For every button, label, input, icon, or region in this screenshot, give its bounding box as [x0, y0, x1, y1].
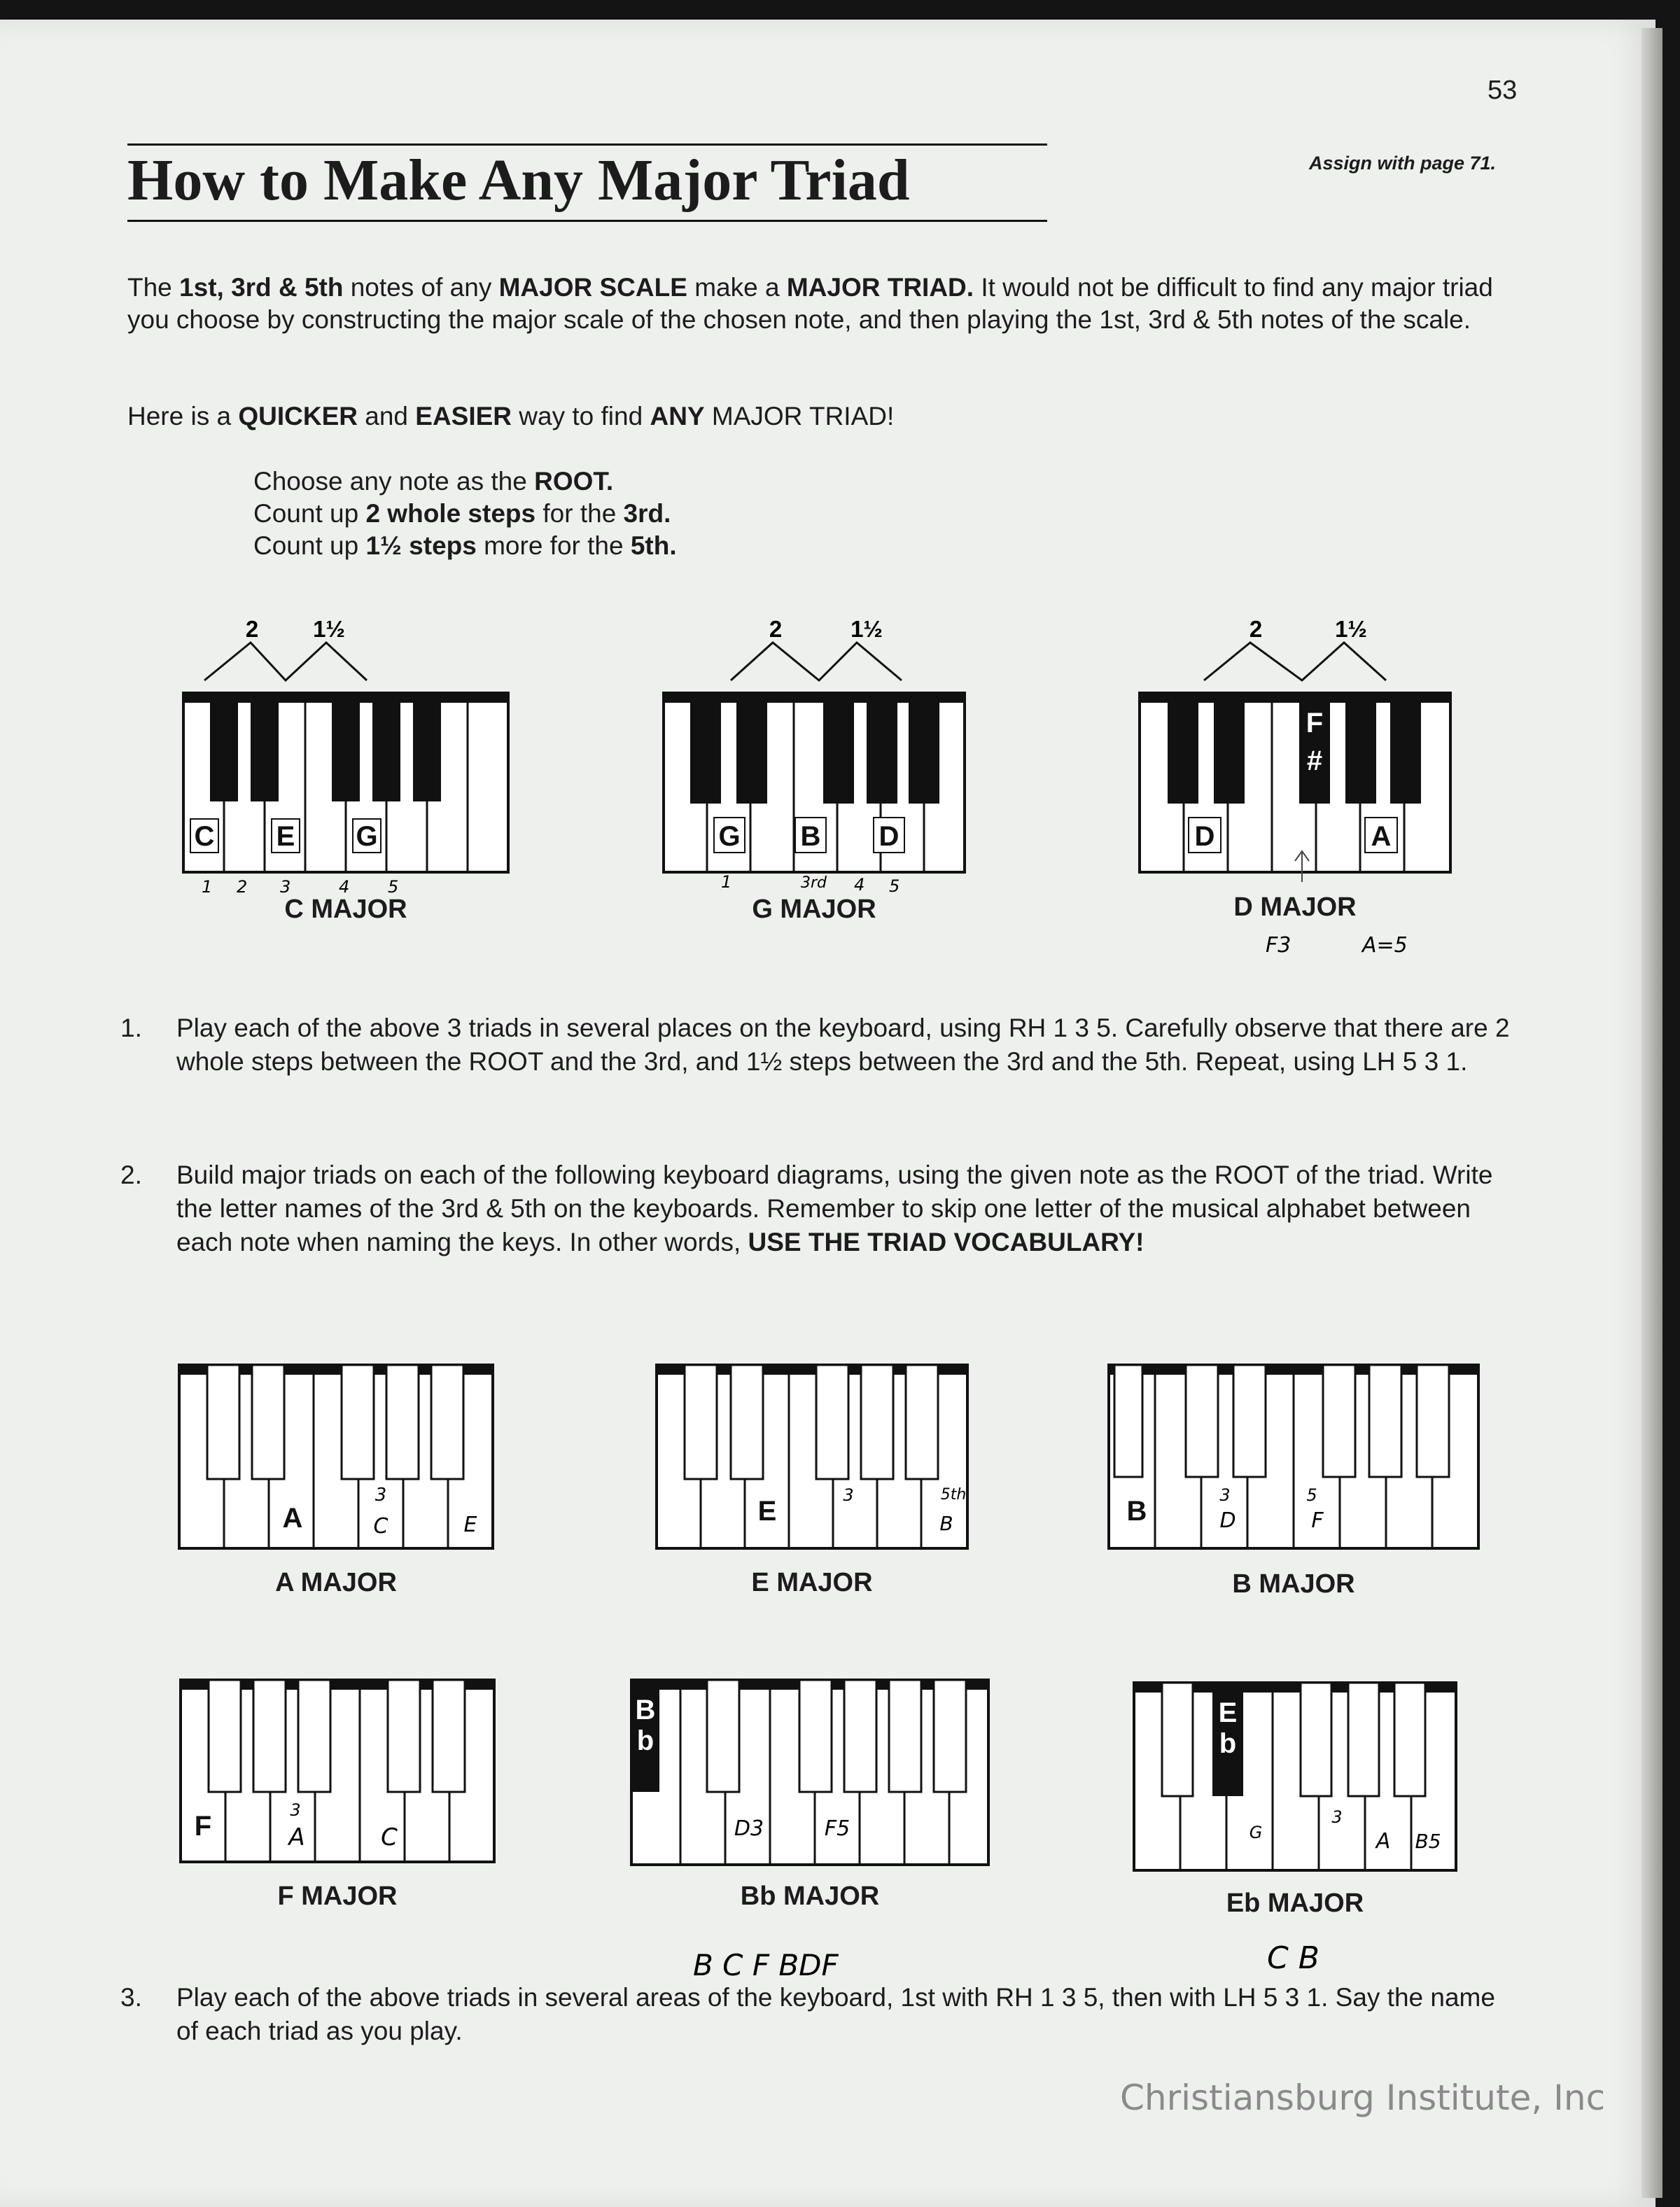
intro-paragraph-1: The 1st, 3rd & 5th notes of any MAJOR SCALE make a MAJOR TRIAD. It would not be difficult to find any major triad you choose by constructing the major scale of the chosen note, and then playing the 1st, 3rd & 5th notes of the scale.	[127, 273, 1493, 334]
pencil-num: 3rd	[801, 874, 827, 892]
pencil-mark: B	[939, 1512, 953, 1535]
intro-paragraph-2: Here is a QUICKER and EASIER way to find ANY MAJOR TRIAD!	[127, 402, 895, 430]
pencil-mark: F5	[824, 1816, 850, 1841]
keyboard-f-major	[181, 1680, 494, 1862]
whole-step-mark: 2	[245, 616, 259, 642]
half-step-mark: 1½	[1335, 616, 1367, 642]
pencil-scribble: B C F BDF	[693, 1948, 839, 1982]
pencil-mark: A	[1376, 1829, 1391, 1854]
pencil-num: 4	[854, 875, 865, 895]
whole-step-mark: 2	[769, 616, 783, 642]
pencil-mark: A	[288, 1823, 305, 1851]
pencil-num: 3	[280, 877, 291, 897]
pencil-num: 2	[237, 877, 248, 897]
caption-a-major: A MAJOR	[275, 1568, 397, 1597]
root-label: E	[1218, 1697, 1238, 1728]
keyboard-e-major	[657, 1365, 967, 1548]
key-label-e: E	[276, 821, 295, 852]
pencil-mark: 3	[1219, 1485, 1231, 1505]
pencil-scribble: C B	[1267, 1940, 1320, 1976]
key-label-d: D	[878, 821, 899, 852]
pencil-num: 5	[388, 877, 399, 897]
caption-e-major: E MAJOR	[751, 1568, 873, 1597]
pencil-mark: 5	[1306, 1485, 1317, 1505]
pencil-mark: C	[381, 1823, 398, 1851]
pencil-mark: 3	[843, 1485, 854, 1505]
step-root: Choose any note as the ROOT.	[253, 467, 614, 496]
sharp-sign: #	[1306, 745, 1323, 776]
half-step-mark: 1½	[850, 616, 883, 642]
caption-b-major: B MAJOR	[1232, 1569, 1355, 1599]
pencil-num: 4	[339, 877, 350, 897]
key-label-g: G	[718, 821, 741, 852]
pencil-mark: 3	[290, 1800, 301, 1820]
pencil-note-f3: F3	[1266, 933, 1292, 958]
key-label-c: C	[194, 821, 215, 852]
pencil-mark: D	[1219, 1508, 1236, 1533]
keyboard-g-major	[664, 616, 965, 896]
keyboard-c-major	[183, 616, 508, 897]
key-label-g: G	[356, 821, 378, 852]
whole-step-mark: 2	[1249, 616, 1263, 642]
keyboard-b-major	[1109, 1365, 1478, 1548]
key-label-d: D	[1194, 821, 1215, 852]
step-bracket	[204, 643, 367, 680]
pencil-mark: 3	[374, 1485, 387, 1506]
pencil-mark: F	[1311, 1508, 1324, 1533]
root-label: B	[1126, 1496, 1147, 1527]
pencil-num: 1	[202, 877, 213, 897]
flat-sign: b	[636, 1725, 654, 1756]
step-bracket	[731, 643, 902, 680]
pencil-mark: C	[373, 1514, 388, 1539]
half-step-mark: 1½	[313, 616, 345, 642]
watermark: Christiansburg Institute, Inc	[1120, 2078, 1606, 2118]
caption-bb-major: Bb MAJOR	[740, 1882, 880, 1911]
root-label: A	[282, 1503, 303, 1534]
caption-d-major: D MAJOR	[1233, 892, 1357, 922]
instruction-2: 2. Build major triads on each of the following keyboard diagrams, using the given note as the ROOT of the triad. Write the letter names of the 3rd & 5th on the keyboards. Remember to skip one letter of the musical alphabet between each note when naming the keys. In other words, USE THE TRIAD VOCABULARY!	[120, 1161, 1493, 1256]
pencil-mark: B5	[1415, 1830, 1441, 1853]
root-label: F	[194, 1811, 212, 1842]
step-fifth: Count up 1½ steps more for the 5th.	[253, 531, 677, 560]
key-label-f: F	[1306, 708, 1324, 738]
pencil-num: 1	[721, 872, 732, 892]
keyboard-bb-major	[631, 1680, 988, 1865]
key-label-b: B	[800, 821, 821, 852]
caption-c-major: C MAJOR	[284, 895, 407, 924]
assign-note: Assign with page 71.	[1309, 153, 1497, 174]
caption-g-major: G MAJOR	[752, 895, 876, 924]
step-bracket	[1204, 643, 1386, 680]
root-label: E	[757, 1496, 777, 1527]
pencil-mark: D3	[734, 1816, 764, 1841]
pencil-mark: G	[1249, 1823, 1263, 1842]
page-title: How to Make Any Major Triad	[127, 143, 1047, 222]
pencil-mark: 5th	[940, 1486, 967, 1504]
pencil-note-a5: A=5	[1362, 933, 1408, 958]
root-label: B	[635, 1695, 656, 1725]
caption-eb-major: Eb MAJOR	[1226, 1889, 1364, 1918]
keyboard-eb-major	[1134, 1683, 1456, 1870]
instruction-3: 3. Play each of the above triads in several areas of the keyboard, 1st with RH 1 3 5, then with LH 5 3 1. Say the name of each triad as you play.	[120, 1983, 1495, 2045]
pencil-mark: 3	[1331, 1807, 1343, 1827]
step-third: Count up 2 whole steps for the 3rd.	[253, 499, 671, 528]
keyboard-a-major	[179, 1365, 493, 1548]
caption-f-major: F MAJOR	[277, 1882, 398, 1911]
page-number: 53	[1488, 76, 1518, 105]
pencil-num: 5	[889, 876, 900, 896]
key-label-a: A	[1371, 821, 1392, 852]
flat-sign: b	[1219, 1728, 1237, 1759]
instruction-1: 1. Play each of the above 3 triads in several places on the keyboard, using RH 1 3 5. Carefully observe that there are 2 whole steps between the ROOT and the 3rd, and 1½ steps between the 3rd and the 5th. Repeat, using LH 5 3 1.	[120, 1014, 1510, 1076]
pencil-mark: E	[463, 1513, 477, 1537]
